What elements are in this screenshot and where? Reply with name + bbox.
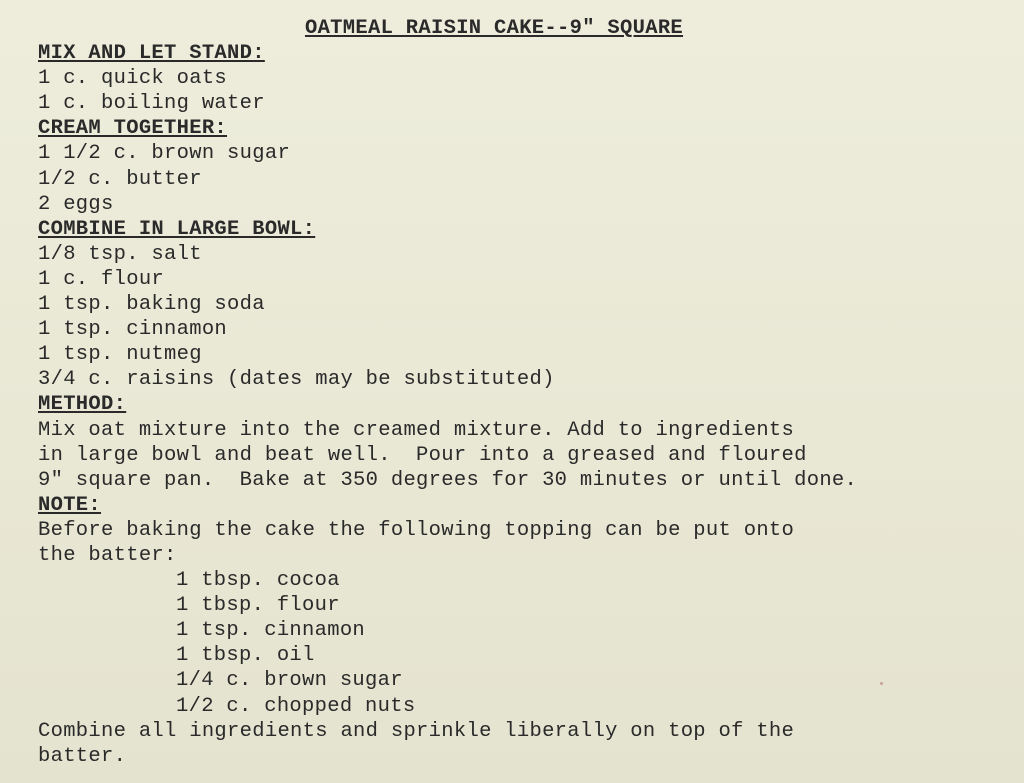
topping-line: 1 tbsp. flour [176, 594, 340, 618]
topping-line: 1 tbsp. oil [176, 644, 315, 668]
section-method [38, 392, 1024, 492]
ingredient-line: 1 c. quick oats [38, 67, 228, 91]
ingredient-line: 1/2 c. butter [38, 167, 202, 191]
title-row [38, 16, 950, 41]
topping-line: 1/4 c. brown sugar [176, 669, 403, 693]
ingredient-line: 1 tsp. nutmeg [38, 343, 202, 367]
note-heading: NOTE: [38, 493, 102, 517]
section-heading: CREAM TOGETHER: [38, 117, 228, 141]
note-closing-line: Combine all ingredients and sprinkle liberally on top of the [38, 719, 795, 743]
ingredient-line: 1 c. flour [38, 267, 165, 291]
ingredient-line: 1/8 tsp. salt [38, 242, 202, 266]
ingredient-line: 1 c. boiling water [38, 92, 265, 116]
section-heading: METHOD: [38, 393, 127, 417]
ingredient-line: 1 tsp. cinnamon [38, 318, 228, 342]
section-heading: MIX AND LET STAND: [38, 42, 265, 66]
section-mix-and-let-stand [38, 41, 1024, 116]
paper-speck [880, 682, 883, 685]
method-line: in large bowl and beat well. Pour into a greased and floured [38, 443, 807, 467]
topping-line: 1/2 c. chopped nuts [176, 694, 416, 718]
section-heading: COMBINE IN LARGE BOWL: [38, 217, 316, 241]
note-intro-line: Before baking the cake the following topping can be put onto [38, 518, 795, 542]
ingredient-line: 2 eggs [38, 192, 114, 216]
section-cream-together [38, 116, 1024, 216]
ingredient-line: 1 1/2 c. brown sugar [38, 142, 291, 166]
method-line: 9" square pan. Bake at 350 degrees for 30 minutes or until done. [38, 468, 858, 492]
topping-line: 1 tsp. cinnamon [176, 619, 366, 643]
method-line: Mix oat mixture into the creamed mixture. Add to ingredients [38, 418, 795, 442]
section-combine-in-large-bowl [38, 217, 1024, 393]
ingredient-line: 3/4 c. raisins (dates may be substituted) [38, 368, 555, 392]
topping-line: 1 tbsp. cocoa [176, 569, 340, 593]
ingredient-line: 1 tsp. baking soda [38, 293, 265, 317]
note-intro-line: the batter: [38, 543, 177, 567]
section-note [38, 493, 1024, 769]
recipe-title: OATMEAL RAISIN CAKE--9" SQUARE [304, 17, 684, 40]
note-closing-line: batter. [38, 744, 127, 768]
